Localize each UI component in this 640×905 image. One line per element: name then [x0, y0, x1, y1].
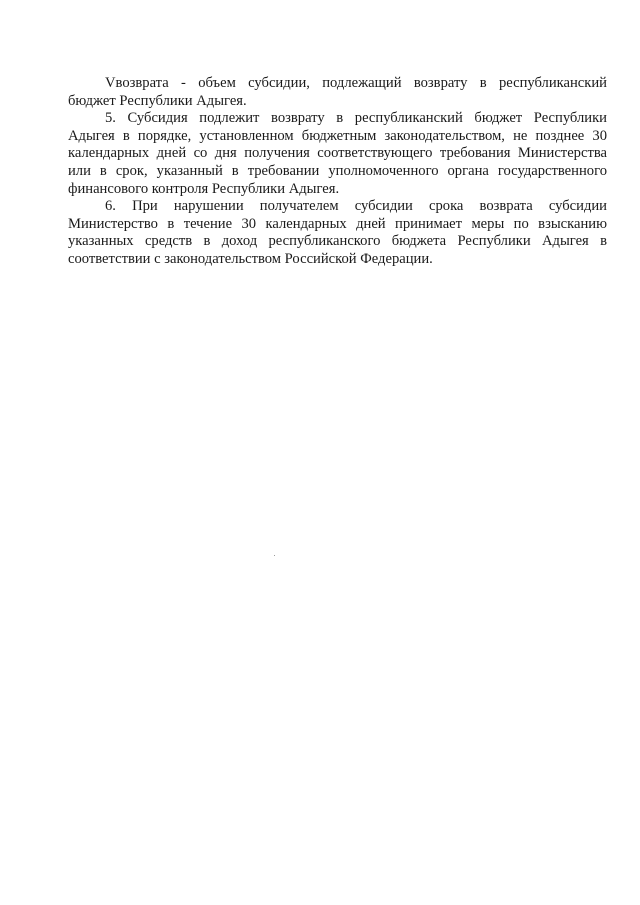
paragraph-line: или в срок, указанный в требовании уполномоченного органа государственного	[68, 162, 607, 179]
document-body	[68, 75, 607, 269]
paragraph-line: Vвозврата - объем субсидии, подлежащий возврату в республиканский	[105, 75, 607, 91]
paragraph-line: Министерство в течение 30 календарных дней принимает меры по взысканию	[68, 215, 607, 232]
paragraph-line: 6. При нарушении получателем субсидии срока возврата субсидии	[105, 198, 607, 215]
paragraph-5	[68, 110, 607, 198]
paragraph-line: указанных средств в доход республиканского бюджета Республики Адыгея в	[68, 233, 607, 250]
paragraph-line: бюджет Республики Адыгея.	[68, 92, 247, 109]
paragraph-line: финансового контроля Республики Адыгея.	[68, 180, 340, 197]
paragraph-v-return	[68, 75, 607, 110]
scan-speck	[274, 555, 275, 556]
paragraph-line: 5. Субсидия подлежит возврату в республиканский бюджет Республики	[105, 110, 607, 127]
paragraph-line: Адыгея в порядке, установленном бюджетным законодательством, не позднее 30	[68, 127, 607, 144]
paragraph-line: соответствии с законодательством Российской Федерации.	[68, 250, 433, 267]
paragraph-line: календарных дней со дня получения соответствующего требования Министерства	[68, 145, 607, 162]
paragraph-6	[68, 198, 607, 268]
